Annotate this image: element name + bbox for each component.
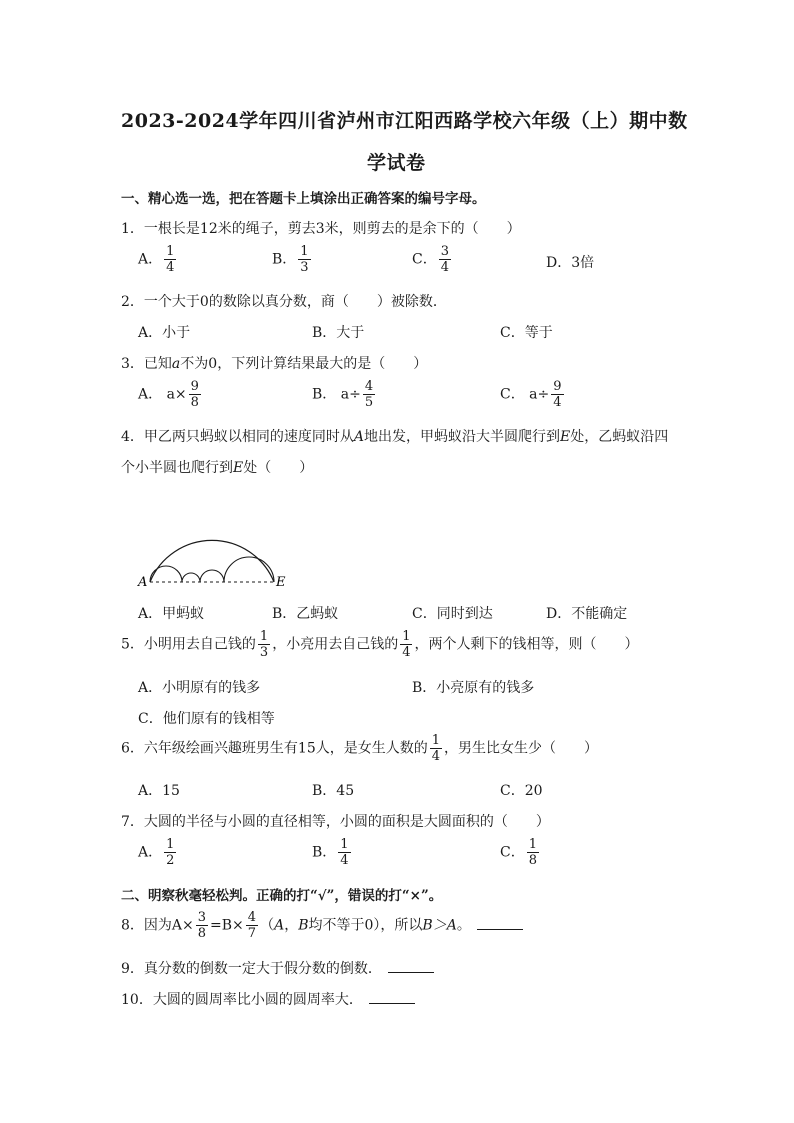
q6-option-c[interactable]: C．20 xyxy=(500,783,543,799)
q7-option-c[interactable]: C． $\frac{1}{8}$ xyxy=(500,837,537,868)
semicircle-diagram xyxy=(130,500,300,595)
fraction: $\frac{1}{2}$ xyxy=(166,837,175,868)
fraction: $\frac{1}{3}$ xyxy=(300,244,309,275)
question-9-stem: 9．真分数的倒数一定大于假分数的倒数． xyxy=(121,958,434,978)
large-semicircle xyxy=(150,540,274,582)
question-2-stem: 2．一个大于0的数除以真分数，商（ ）被除数． xyxy=(121,294,447,310)
page-title-line2: 学试卷 xyxy=(367,152,426,174)
point-e-label: E xyxy=(276,575,286,590)
q3-option-a[interactable]: A． a× $\frac{9}{8}$ xyxy=(138,379,199,410)
q1-option-a[interactable]: A． $\frac{1}{4}$ xyxy=(138,244,175,275)
small-semicircle-1 xyxy=(150,566,182,582)
small-semicircle-4 xyxy=(224,557,274,582)
section-heading-choice: 一、精心选一选，把在答题卡上填涂出正确答案的编号字母。 xyxy=(121,191,486,207)
q4-option-d[interactable]: D．不能确定 xyxy=(546,606,628,622)
q1-option-b[interactable]: B． $\frac{1}{3}$ xyxy=(272,244,309,275)
question-1-stem: 1．一根长是12米的绳子，剪去3米，则剪去的是余下的（ ） xyxy=(121,221,521,237)
answer-blank[interactable] xyxy=(388,960,434,973)
fraction: $\frac{1}{8}$ xyxy=(528,837,537,868)
question-4-stem-line1: 4．甲乙两只蚂蚁以相同的速度同时从A地出发，甲蚂蚁沿大半圆爬行到E处，乙蚂蚁沿四 xyxy=(121,429,669,445)
q5-option-a[interactable]: A．小明原有的钱多 xyxy=(138,680,261,696)
answer-blank[interactable] xyxy=(369,991,415,1004)
q2-option-b[interactable]: B．大于 xyxy=(312,325,365,341)
answer-blank[interactable] xyxy=(477,917,523,930)
fraction: $\frac{9}{4}$ xyxy=(553,379,562,410)
q2-option-c[interactable]: C．等于 xyxy=(500,325,553,341)
section-heading-judge: 二、明察秋毫轻松判。正确的打“√”，错误的打“×”。 xyxy=(121,888,443,904)
q7-option-a[interactable]: A． $\frac{1}{2}$ xyxy=(138,837,175,868)
small-semicircle-3 xyxy=(200,570,224,582)
q1-option-c[interactable]: C． $\frac{3}{4}$ xyxy=(412,244,449,275)
fraction: $\frac{1}{4}$ xyxy=(340,837,349,868)
q4-option-b[interactable]: B．乙蚂蚁 xyxy=(272,606,339,622)
question-4-stem-line2: 个小半圆也爬行到E处（ ） xyxy=(121,460,314,476)
fraction: $\frac{9}{8}$ xyxy=(190,379,199,410)
fraction: $\frac{3}{4}$ xyxy=(440,244,449,275)
q4-option-a[interactable]: A．甲蚂蚁 xyxy=(138,606,205,622)
question-8-stem: 8．因为A× $\frac{3}{8}$ =B× $\frac{4}{7}$ （A，B均不等于0），所以B＞A。 xyxy=(121,911,523,940)
q1-option-d[interactable]: D．3倍 xyxy=(546,255,595,271)
question-10-stem: 10．大圆的圆周率比小圆的圆周率大． xyxy=(121,989,415,1009)
small-semicircle-2 xyxy=(182,573,200,582)
question-7-stem: 7．大圆的半径与小圆的直径相等，小圆的面积是大圆面积的（ ） xyxy=(121,814,550,830)
q3-option-c[interactable]: C． a÷ $\frac{9}{4}$ xyxy=(500,379,562,410)
fraction: $\frac{4}{5}$ xyxy=(364,379,374,410)
page-title-line1: 2023-2024学年四川省泸州市江阳西路学校六年级（上）期中数 xyxy=(121,110,688,132)
question-6-stem: 6．六年级绘画兴趣班男生有15人，是女生人数的 $\frac{1}{4}$ ，男生比女生少（ ） xyxy=(121,733,599,764)
q7-option-b[interactable]: B． $\frac{1}{4}$ xyxy=(312,837,349,868)
q6-option-a[interactable]: A．15 xyxy=(138,783,180,799)
q4-option-c[interactable]: C．同时到达 xyxy=(412,606,493,622)
q5-option-b[interactable]: B．小亮原有的钱多 xyxy=(412,680,535,696)
question-5-stem: 5．小明用去自己钱的 $\frac{1}{3}$ ，小亮用去自己钱的 $\frac{1}{4}$ ，两个人剩下的钱相等，则（ ） xyxy=(121,629,639,660)
q6-option-b[interactable]: B．45 xyxy=(312,783,355,799)
point-a-label: A xyxy=(138,575,148,590)
q2-option-a[interactable]: A．小于 xyxy=(138,325,191,341)
question-3-stem: 3．已知a不为0，下列计算结果最大的是（ ） xyxy=(121,356,428,372)
fraction: $\frac{1}{4}$ xyxy=(166,244,175,275)
q3-option-b[interactable]: B． a÷ $\frac{4}{5}$ xyxy=(312,379,374,410)
q5-option-c[interactable]: C．他们原有的钱相等 xyxy=(138,711,275,727)
